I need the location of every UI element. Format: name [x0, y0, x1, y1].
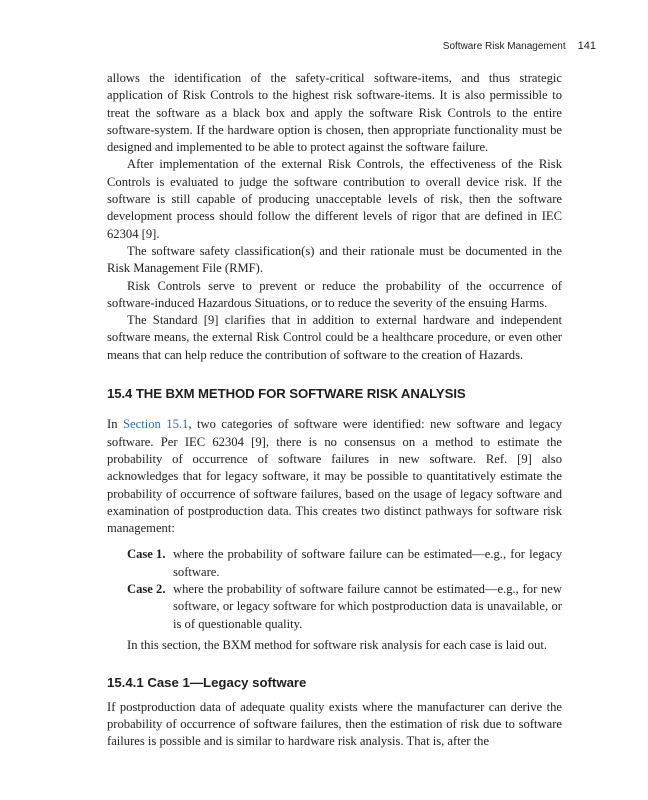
case-text: where the probability of software failure can be estimated—e.g., for legacy software. — [173, 547, 562, 579]
running-head — [443, 40, 596, 52]
section-heading: 15.4 THE BXM METHOD FOR SOFTWARE RISK ANALYSIS — [107, 386, 466, 402]
case-label: Case 1. — [127, 547, 166, 562]
case-label: Case 2. — [127, 582, 166, 597]
paragraph: Risk Controls serve to prevent or reduce the probability of the occurrence of software-induced Hazardous Situations, or to reduce the severity of the ensuing Harms. — [107, 278, 562, 310]
paragraph: The software safety classification(s) and their rationale must be documented in the Risk Management File (RMF). — [107, 243, 562, 276]
paragraph: The Standard [9] clarifies that in addition to external hardware and independent software means, the external Risk Control could be a healthcare procedure, or even other means that can help reduce the contribution of software to the creation of Hazards. — [107, 313, 562, 362]
paragraph: After implementation of the external Risk Controls, the effectiveness of the Risk Controls is evaluated to judge the software contribution to overall device risk. If the software is still capable of producing unacceptable levels of risk, then the software development process should follow the different levels of rigor that are defined in IEC 62304 [9]. — [107, 157, 562, 241]
intro-rest: , two categories of software were identified: new software and legacy software. Per IEC 62304 [9], there is no consensus on a method to estimate the probability of occurrence of software failures in new software. Ref. [9] also acknowledges that for legacy software, it may be possible to quantitatively estimate the probability of occurrence of software failures, based on the usage of legacy software and examination of postproduction data. This creates two distinct pathways for software risk management: — [107, 417, 563, 536]
page-number: 141 — [577, 40, 596, 52]
subsection-heading: 15.4.1 Case 1—Legacy software — [107, 675, 307, 691]
case-text: where the probability of software failure cannot be estimated—e.g., for new software, or legacy software for which postproduction data is unavailable, or is of questionable quality. — [173, 582, 562, 631]
paragraph: In this section, the BXM method for software risk analysis for each case is laid out. — [127, 637, 548, 652]
case-item — [127, 581, 562, 633]
case-item — [127, 546, 562, 581]
section-cross-reference-link[interactable]: Section 15.1 — [123, 417, 189, 432]
section-intro-paragraph — [107, 416, 562, 537]
paragraph: allows the identification of the safety-critical software-items, and thus strategic application of Risk Controls to the highest risk software-items. It is also permissible to treat the software as a black box and apply the software Risk Controls to the entire software-system. If the hardware option is chosen, then appropriate functionality must be designed and implemented to be able to protect against the software failure. — [107, 71, 562, 155]
paragraph: If postproduction data of adequate quality exists where the manufacturer can derive the probability of occurrence of software failures, then the estimation of risk due to software failures is possible and is similar to hardware risk analysis. That is, after the — [107, 699, 562, 749]
body-text — [107, 70, 562, 750]
intro-prefix: In — [107, 417, 124, 432]
case-list — [127, 546, 562, 632]
running-title: Software Risk Management — [442, 41, 566, 52]
